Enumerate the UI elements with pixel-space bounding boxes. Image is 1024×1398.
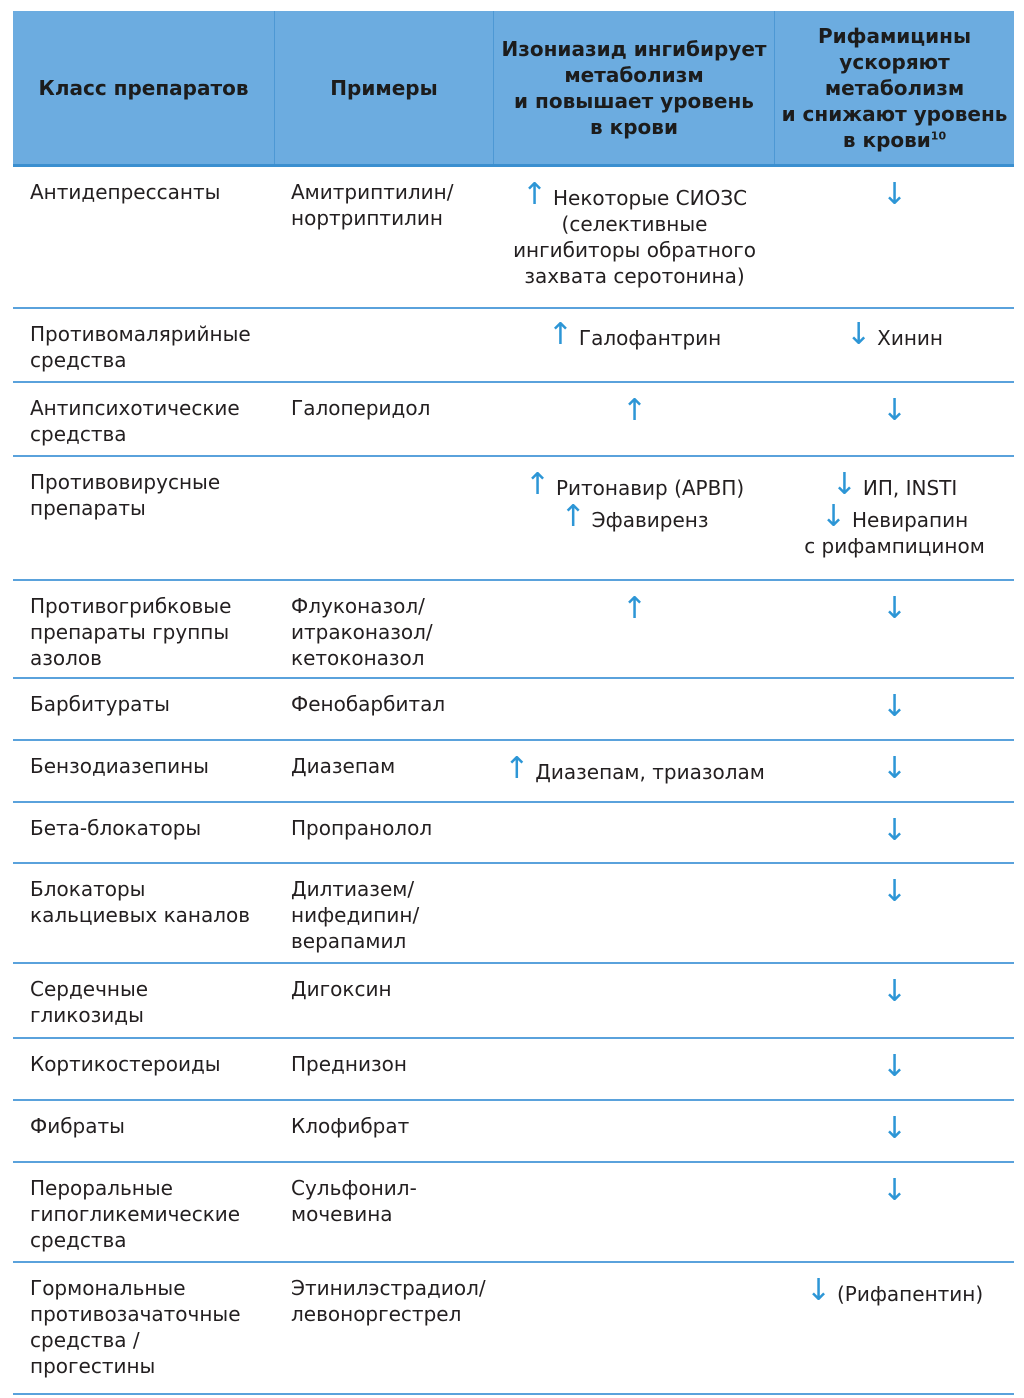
- isoniazid-effect-cell: [494, 581, 775, 677]
- up-arrow-icon: ↑: [547, 317, 573, 352]
- isoniazid-effect-cell: [494, 803, 775, 862]
- isoniazid-effect-cell: [494, 679, 775, 739]
- rifamycin-effect-cell: [775, 864, 1014, 962]
- drug-class-cell: Бензодиазепины: [30, 754, 209, 778]
- examples-cell: Флуконазол/ итраконазол/ кетоконазол: [291, 594, 433, 670]
- down-arrow-icon: ↓: [881, 974, 908, 1009]
- examples-cell: Сульфонил- мочевина: [291, 1176, 417, 1226]
- isoniazid-effect-cell: [494, 383, 775, 455]
- examples-cell: Амитриптилин/ нортриптилин: [291, 180, 454, 230]
- isoniazid-effect-cell: ↑ Диазепам, триазолам: [504, 751, 765, 786]
- header-drug-class: Класс препаратов: [13, 11, 275, 164]
- down-arrow-icon: ↓: [881, 1111, 908, 1146]
- down-arrow-icon: ↓: [805, 1273, 831, 1308]
- table-header: [13, 11, 1014, 167]
- examples-cell: Дилтиазем/ нифедипин/ верапамил: [291, 877, 420, 953]
- table-row: [13, 679, 1014, 741]
- isoniazid-effect-cell: ↑ Некоторые СИОЗС (селективные ингибиторы обратного захвата серотонина): [513, 177, 756, 288]
- up-arrow-icon: ↑: [621, 393, 648, 428]
- header-rifamycins: Рифамицины ускоряют метаболизм и снижают уровень в крови$^{10}$: [781, 23, 1008, 152]
- rifamycin-effect-cell: [775, 1163, 1014, 1261]
- rifamycin-effect-cell: [775, 679, 1014, 739]
- drug-class-cell: Антидепрессанты: [30, 180, 221, 204]
- header-isoniazid: Изониазид ингибирует метаболизм и повышает уровень в крови: [494, 11, 775, 164]
- rifamycin-effect-cell: [775, 741, 1014, 801]
- isoniazid-effect-cell: [494, 964, 775, 1037]
- down-arrow-icon: ↓: [881, 1173, 908, 1208]
- drug-class-cell: Противогрибковые препараты группы азолов: [30, 594, 232, 670]
- drug-class-cell: Пероральные гипогликемические средства: [30, 1176, 241, 1252]
- examples-cell: Преднизон: [291, 1052, 407, 1076]
- down-arrow-icon: ↓: [881, 813, 908, 848]
- down-arrow-icon: ↓: [881, 689, 908, 724]
- down-arrow-icon: ↓: [881, 393, 908, 428]
- rifamycin-effect-cell: [775, 581, 1014, 677]
- rifamycin-effect-cell: [775, 167, 1014, 307]
- table-row: [13, 803, 1014, 864]
- rifamycin-effect-cell: ↓ (Рифапентин): [805, 1273, 984, 1308]
- up-arrow-icon: ↑: [521, 177, 547, 212]
- rifamycin-effect-cell: [775, 1039, 1014, 1099]
- table-row: [13, 741, 1014, 803]
- down-arrow-icon: ↓: [820, 499, 846, 534]
- examples-cell: [275, 309, 494, 381]
- examples-cell: Пропранолол: [291, 816, 433, 840]
- down-arrow-icon: ↓: [881, 591, 908, 626]
- drug-class-cell: Блокаторы кальциевых каналов: [30, 877, 251, 927]
- rifamycin-effect-cell: [775, 1101, 1014, 1161]
- drug-class-cell: Сердечные гликозиды: [30, 977, 149, 1027]
- up-arrow-icon: ↑: [621, 591, 648, 626]
- table-row: [13, 309, 1014, 383]
- isoniazid-effect-cell: [494, 1263, 775, 1393]
- drug-class-cell: Противовирусные препараты: [30, 470, 221, 520]
- isoniazid-effect-cell: ↑ Галофантрин: [547, 317, 722, 352]
- drug-class-cell: Барбитураты: [30, 692, 170, 716]
- table-row: [13, 1039, 1014, 1101]
- down-arrow-icon: ↓: [881, 177, 908, 212]
- table-row: [13, 383, 1014, 457]
- up-arrow-icon: ↑: [524, 467, 550, 502]
- isoniazid-effect-cell: [494, 1101, 775, 1161]
- isoniazid-effect-cell: [494, 1039, 775, 1099]
- table-row: [13, 167, 1014, 309]
- table-row: [13, 1163, 1014, 1263]
- table-row: [13, 1101, 1014, 1163]
- drug-class-cell: Гормональные противозачаточные средства / прогестины: [30, 1276, 241, 1378]
- footnote-ref: 10: [930, 128, 947, 142]
- up-arrow-icon: ↑: [560, 499, 586, 534]
- rifamycin-effect-cell: ↓ ИП, INSTI ↓ Невирапин с рифампицином: [804, 467, 985, 558]
- isoniazid-effect-cell: ↑ Ритонавир (АРВП) ↑ Эфавиренз: [524, 467, 745, 534]
- down-arrow-icon: ↓: [831, 467, 857, 502]
- header-examples: Примеры: [275, 11, 494, 164]
- examples-cell: Диазепам: [291, 754, 396, 778]
- drug-interaction-table: [13, 11, 1014, 1395]
- table-row: [13, 1263, 1014, 1395]
- examples-cell: Клофибрат: [291, 1114, 410, 1138]
- examples-cell: Фенобарбитал: [291, 692, 446, 716]
- drug-class-cell: Противомалярийные средства: [30, 322, 251, 372]
- rifamycin-effect-cell: [775, 803, 1014, 862]
- rifamycin-effect-cell: [775, 383, 1014, 455]
- isoniazid-effect-cell: [494, 1163, 775, 1261]
- isoniazid-effect-cell: [494, 864, 775, 962]
- drug-class-cell: Фибраты: [30, 1114, 125, 1138]
- drug-class-cell: Бета-блокаторы: [30, 816, 202, 840]
- drug-class-cell: Антипсихотические средства: [30, 396, 240, 446]
- table-row: [13, 864, 1014, 964]
- down-arrow-icon: ↓: [881, 751, 908, 786]
- rifamycin-effect-cell: [775, 964, 1014, 1037]
- examples-cell: Этинилэстрадиол/ левоноргестрел: [291, 1276, 486, 1326]
- table-row: [13, 964, 1014, 1039]
- down-arrow-icon: ↓: [881, 1049, 908, 1084]
- down-arrow-icon: ↓: [846, 317, 872, 352]
- table-row: [13, 457, 1014, 581]
- examples-cell: Дигоксин: [291, 977, 392, 1001]
- drug-class-cell: Кортикостероиды: [30, 1052, 221, 1076]
- rifamycin-effect-cell: ↓ Хинин: [846, 317, 943, 352]
- examples-cell: [275, 457, 494, 579]
- up-arrow-icon: ↑: [504, 751, 530, 786]
- examples-cell: Галоперидол: [291, 396, 431, 420]
- down-arrow-icon: ↓: [881, 874, 908, 909]
- table-row: [13, 581, 1014, 679]
